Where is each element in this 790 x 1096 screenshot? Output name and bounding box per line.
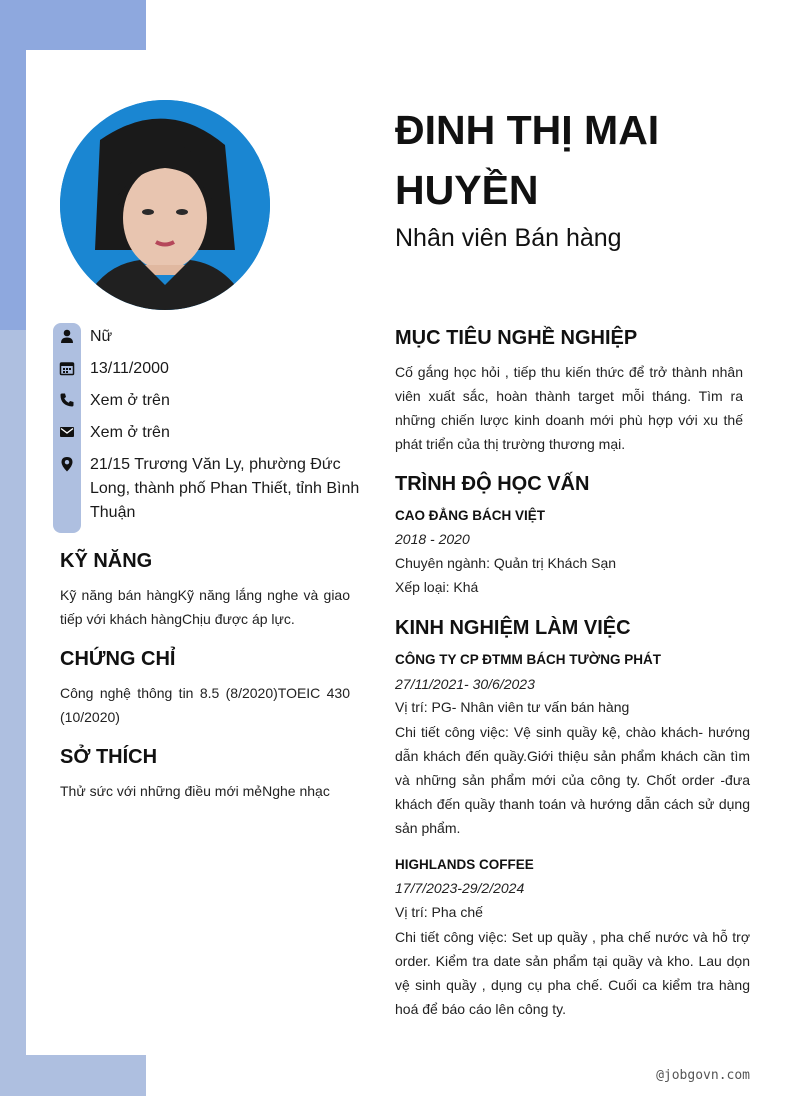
job-details: Chi tiết công việc: Set up quầy , pha chế nước và hỗ trợ order. Kiểm tra date sản phẩm tại quầy và kho. Lau dọn vệ sinh quầy , dụng cụ pha chế. Cuối ca kiểm tra hàng hoá để báo cáo lên công ty. xyxy=(395,929,750,1017)
certificates-text: Công nghệ thông tin 8.5 (8/2020)TOEIC 430 (10/2020) xyxy=(60,685,350,725)
avatar xyxy=(60,100,270,310)
person-icon xyxy=(59,328,75,344)
hobbies-heading: SỞ THÍCH xyxy=(60,746,158,768)
accent-strip-left xyxy=(0,330,26,1096)
objective-text: Cố gắng học hỏi , tiếp thu kiến thức để trở thành nhân viên xuất sắc, hoàn thành target mỗi tháng. Tìm ra những chiến lược kinh doanh mới phù hợp với xu thế phát triển của thị trường thương mại. xyxy=(395,364,743,452)
objective-heading: MỤC TIÊU NGHỀ NGHIỆP xyxy=(395,327,638,349)
accent-block-bottom xyxy=(0,1055,146,1096)
skills-heading: KỸ NĂNG xyxy=(60,550,153,572)
contact-birthdate xyxy=(53,354,353,386)
birthdate-text: 13/11/2000 xyxy=(90,360,169,377)
calendar-icon xyxy=(59,360,75,376)
education-period: 2018 - 2020 xyxy=(395,531,470,547)
education-major: Chuyên ngành: Quản trị Khách Sạn xyxy=(395,555,617,571)
email-text: Xem ở trên xyxy=(90,424,170,441)
job-company: CÔNG TY CP ĐTMM BÁCH TƯỜNG PHÁT xyxy=(395,652,661,667)
address-text: 21/15 Trương Văn Ly, phường Đức Long, thành phố Phan Thiết, tỉnh Bình Thuận xyxy=(90,456,360,521)
email-icon xyxy=(59,424,75,440)
contact-phone xyxy=(53,386,353,418)
education-school: CAO ĐẲNG BÁCH VIỆT xyxy=(395,508,546,523)
footer-watermark: @jobgovn.com xyxy=(656,1068,750,1083)
education-grade: Xếp loại: Khá xyxy=(395,579,479,595)
job-details: Chi tiết công việc: Vệ sinh quầy kệ, chào khách- hướng dẫn khách đến quầy.Giới thiệu sản phẩm khách cần tìm và những sản phẩm mới của công ty. Chốt order -đưa khách đến quầy thanh toán và hướng dẫn cách sử dụng sản phẩm. xyxy=(395,724,750,836)
job-period: 17/7/2023-29/2/2024 xyxy=(395,880,525,896)
contact-address xyxy=(53,450,360,521)
contact-gender xyxy=(53,322,353,354)
contact-email xyxy=(53,418,353,450)
hobbies-text: Thử sức với những điều mới mẻNghe nhạc xyxy=(60,783,330,799)
candidate-name: ĐINH THỊ MAI HUYỀN xyxy=(395,107,660,213)
gender-text: Nữ xyxy=(90,328,113,345)
education-heading: TRÌNH ĐỘ HỌC VẤN xyxy=(395,473,590,495)
job-period: 27/11/2021- 30/6/2023 xyxy=(395,676,535,692)
experience-heading: KINH NGHIỆM LÀM VIỆC xyxy=(395,617,631,639)
skills-text: Kỹ năng bán hàngKỹ năng lắng nghe và giao tiếp với khách hàngChịu được áp lực. xyxy=(60,587,350,627)
job-company: HIGHLANDS COFFEE xyxy=(395,857,534,872)
location-icon xyxy=(59,456,75,472)
phone-text: Xem ở trên xyxy=(90,392,170,409)
phone-icon xyxy=(59,392,75,408)
job-position: Vị trí: PG- Nhân viên tư vấn bán hàng xyxy=(395,699,630,715)
job-title: Nhân viên Bán hàng xyxy=(395,224,622,252)
certificates-heading: CHỨNG CHỈ xyxy=(60,648,176,670)
job-position: Vị trí: Pha chế xyxy=(395,904,483,920)
